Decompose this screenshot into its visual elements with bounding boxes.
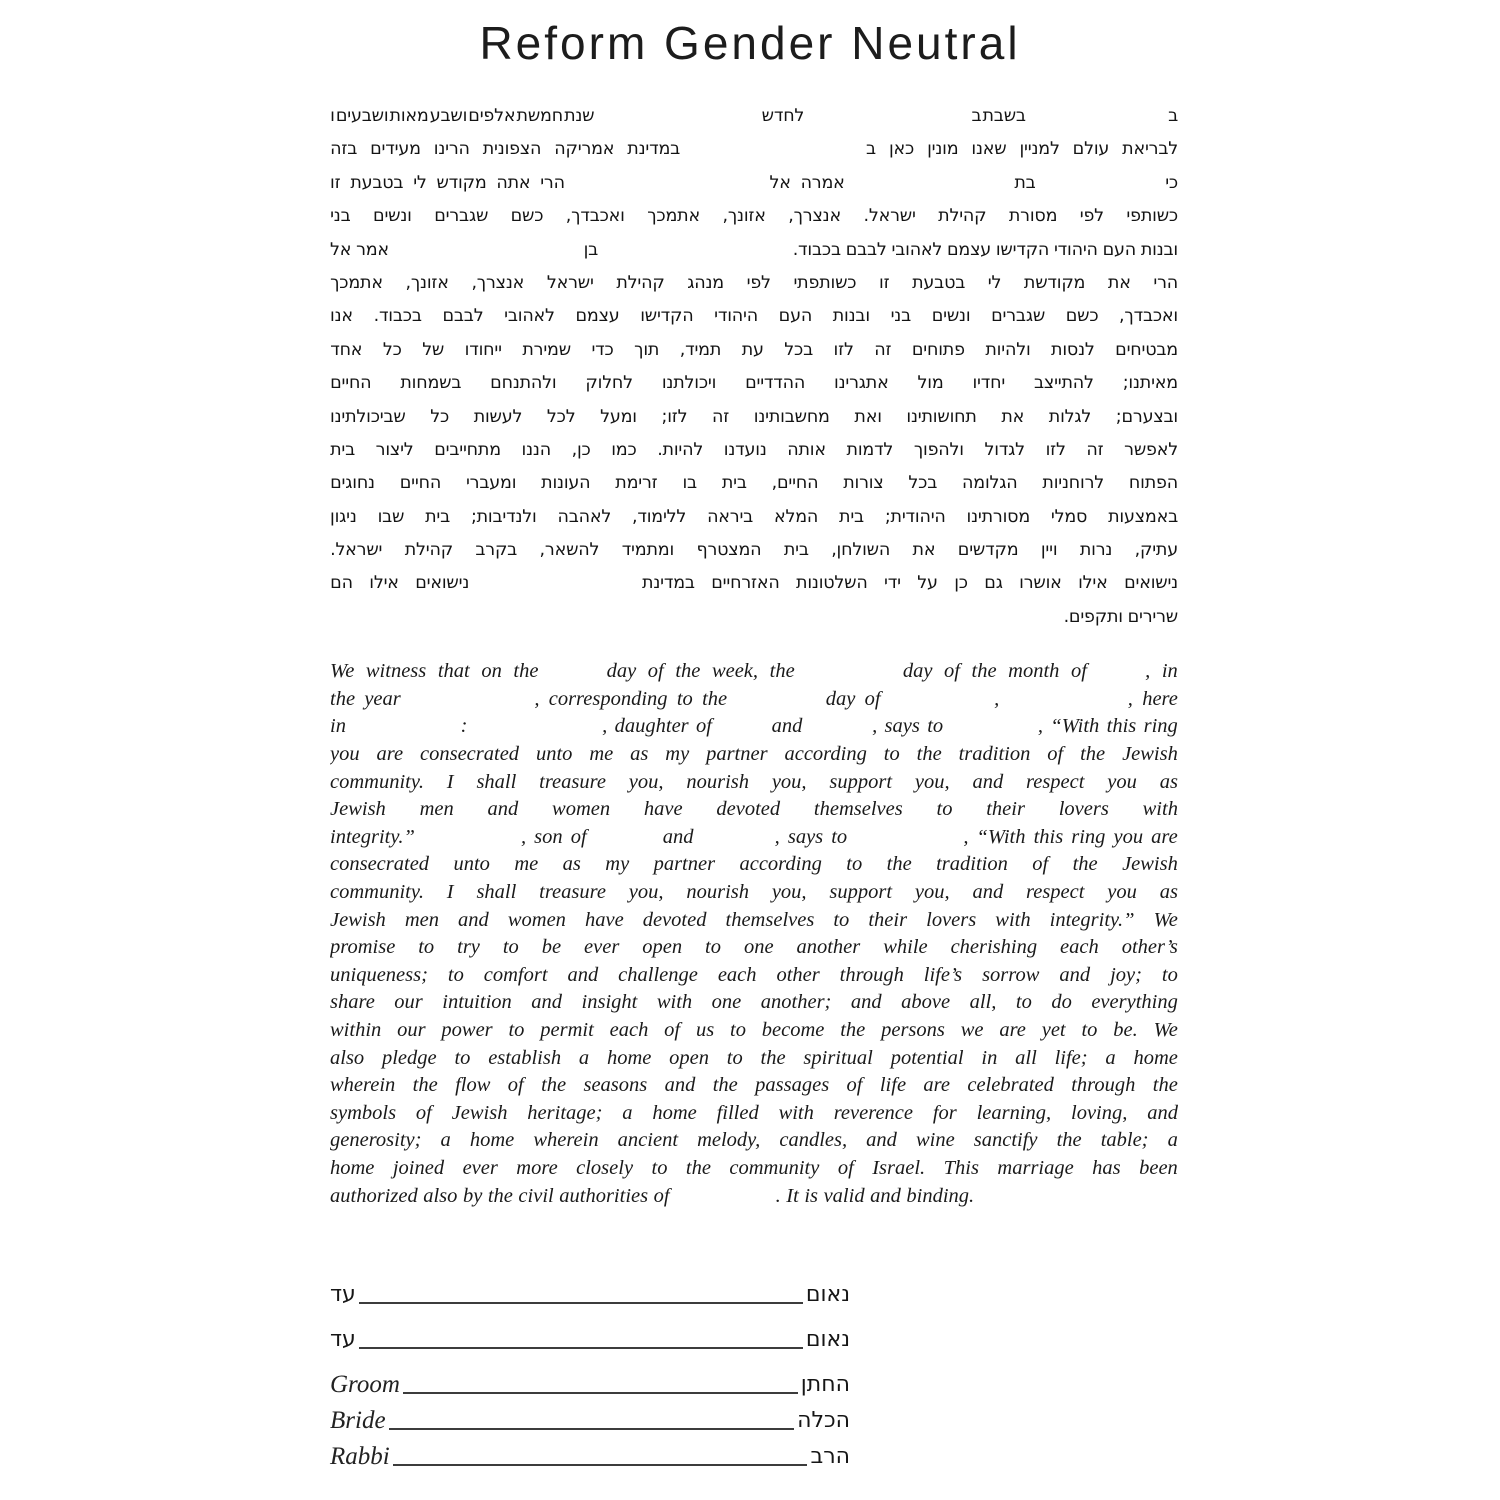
blank-fill-in [890,703,985,705]
english-text-line: authorized also by the civil authorities of . It is valid and binding. [330,1184,975,1207]
blank-fill-in [1009,703,1119,705]
hebrew-text-line: כי בת אמרה אל הרי אתה מקודש לי בטבעת זו [330,172,1178,193]
english-text-line: within our power to permit each of us to become the persons we are yet to be. We [330,1018,1178,1041]
hebrew-text-line: שרירים ותקפים. [1063,606,1178,627]
signature-row [330,1278,850,1309]
signature-line[interactable] [389,1428,795,1430]
blank-fill-in [603,253,788,255]
hebrew-text-line: עתיק, נרות ויין מקדשים את השולחן, בית המצטרף ומתמיד להשאר, בקרב קהילת ישראל. [330,540,1178,561]
hebrew-text-line: הרי את מקודשת לי בטבעת זו כשותפתי לפי מנהג קהילת ישראל אנצרך, אזונך, אתמכך [330,272,1178,293]
english-text-line: home joined ever more closely to the community of Israel. This marriage has been [330,1156,1178,1179]
english-text-line: generosity; a home wherein ancient melody, candles, and wine sanctify the table; a [330,1129,1178,1152]
signature-line[interactable] [359,1347,803,1349]
english-text-line: consecrated unto me as my partner according to the tradition of the Jewish [330,853,1178,876]
english-text-line: Jewish men and women have devoted themselves to their lovers with [330,798,1178,821]
blank-fill-in [719,730,764,732]
blank-fill-in [702,841,767,843]
hebrew-text-line: באמצעות סמלי מסורתינו היהודית; בית המלא ביראה ללימוד, לאהבה ולנדיבות; בית שבו ניגון [330,506,1178,527]
hebrew-text-line: ובנות העם היהודי הקדישו עצמם לאהובי לבבם בכבוד. בן אמר אל [330,239,1178,260]
english-text-block [330,658,1178,1210]
signature-label-right: החתן [800,1372,850,1398]
blank-fill-in [1099,675,1134,677]
blank-fill-in [855,841,955,843]
blank-fill-in [693,152,853,154]
hebrew-text-line: נישואים אילו אושרו גם כן על ידי השלטונות האזרחיים במדינת נישואים אילו הם [330,573,1178,594]
english-text-line: you are consecrated unto me as my partner according to the tradition of the Jewish [330,743,1178,766]
signature-label-right: הרב [810,1444,850,1470]
signature-line[interactable] [359,1302,803,1304]
english-text-line: symbols of Jewish heritage; a home filled with reverence for learning, loving, and [330,1101,1178,1124]
blank-fill-in [675,1200,770,1202]
hebrew-text-line: ואכבדך, כשם שגברים ונשים בני ובנות העם היהודי הקדישו עצמם לאהובי לבבם בכבוד. אנו [330,306,1178,327]
english-text-line: integrity.” , son of and , says to , “With this ring you are [330,825,1178,848]
signature-line[interactable] [403,1392,798,1394]
signature-row [330,1323,850,1354]
hebrew-text-line: הפתוח לרוחניות הגלומה בכל צורות החיים, בית בו זרימת העונות ומעברי החיים נחוגים [330,473,1178,494]
english-text-line: uniqueness; to comfort and challenge each other through life’s sorrow and joy; to [330,963,1178,986]
signature-label-left: Groom [330,1371,400,1399]
blank-fill-in [736,703,816,705]
english-text-line: community. I shall treasure you, nourish you, support you, and respect you as [330,770,1178,793]
signature-label-right: נאום [805,1282,850,1308]
signature-row [330,1404,850,1435]
signature-label-right: הכלה [797,1408,850,1434]
signature-label-left: עד [330,1327,356,1353]
signature-line[interactable] [393,1464,808,1466]
hebrew-text-line: לאפשר זה לזו לגדול ולהפוך לדמות אותה נועדנו להיות. כמו כן, הננו מתחייבים ליצור בית [330,439,1178,460]
page-title: Reform Gender Neutral [479,17,1021,69]
english-text-line: promise to try to be ever open to one another while cherishing each other’s [330,936,1178,959]
english-text-line: Jewish men and women have devoted themselves to their lovers with integrity.” We [330,908,1178,931]
blank-fill-in [595,841,655,843]
english-text-line: also pledge to establish a home open to the spiritual potential in all life; a home [330,1046,1178,1069]
hebrew-text-line: מבטיחים לנסות ולהיות פתוחים זה לזו בכל עת תמיד, תוך כדי שמירת ייחודו של כל אחד [330,339,1178,360]
blank-fill-in [806,675,891,677]
english-text-line: in : , daughter of and , says to , “With this ring [330,715,1178,738]
hebrew-text-block [330,100,1178,634]
blank-fill-in [951,730,1031,732]
blank-fill-in [353,730,453,732]
signature-row [330,1368,850,1399]
blank-fill-in [596,119,761,121]
blank-fill-in [394,253,579,255]
english-text-line: wherein the flow of the seasons and the passages of life are celebrated through the [330,1074,1178,1097]
signature-block [330,1278,850,1471]
english-text-line: share our intuition and insight with one another; and above all, to do everything [330,991,1178,1014]
english-text-line: We witness that on the day of the week, the day of the month of , in [330,660,1178,683]
signature-label-right: נאום [805,1327,850,1353]
signature-label-left: עד [330,1282,356,1308]
blank-fill-in [423,841,513,843]
signature-row [330,1440,850,1471]
hebrew-text-line: ב בשבת ב לחדש שנת חמשת אלפים ושבע מאות ושבעים ו [330,106,1178,126]
blank-fill-in [855,186,1005,188]
hebrew-text-line: כשותפי לפי מסורת קהילת ישראל. אנצרך, אזונך, אתמכך ואכבדך, כשם שגברים ונשים בני [330,206,1178,227]
hebrew-text-line: לבריאת עולם למניין שאנו מונין כאן ב במדינת אמריקה הצפונית הרינו מעידים בזה [330,139,1178,160]
signature-label-left: Bride [330,1407,386,1435]
blank-fill-in [1045,186,1155,188]
blank-fill-in [475,730,595,732]
blank-fill-in [410,703,525,705]
blank-fill-in [550,675,595,677]
blank-fill-in [575,186,760,188]
english-text-line: the year , corresponding to the day of , , here [330,687,1178,710]
signature-label-left: Rabbi [330,1443,390,1471]
blank-fill-in [1027,119,1167,121]
blank-fill-in [810,730,865,732]
blank-fill-in [805,119,970,121]
blank-fill-in [486,586,626,588]
hebrew-text-line: מאיתנו; להתייצב יחדיו מול אתגרינו ההדדיים ויכולתנו לחלוק ולהתנחם בשמחות החיים [330,373,1178,394]
english-text-line: community. I shall treasure you, nourish you, support you, and respect you as [330,881,1178,903]
hebrew-text-line: ובצערם; לגלות את תחושותינו ואת מחשבותינו זה לזו; ומעל לכל לעשות כל שביכולתינו [330,406,1178,427]
